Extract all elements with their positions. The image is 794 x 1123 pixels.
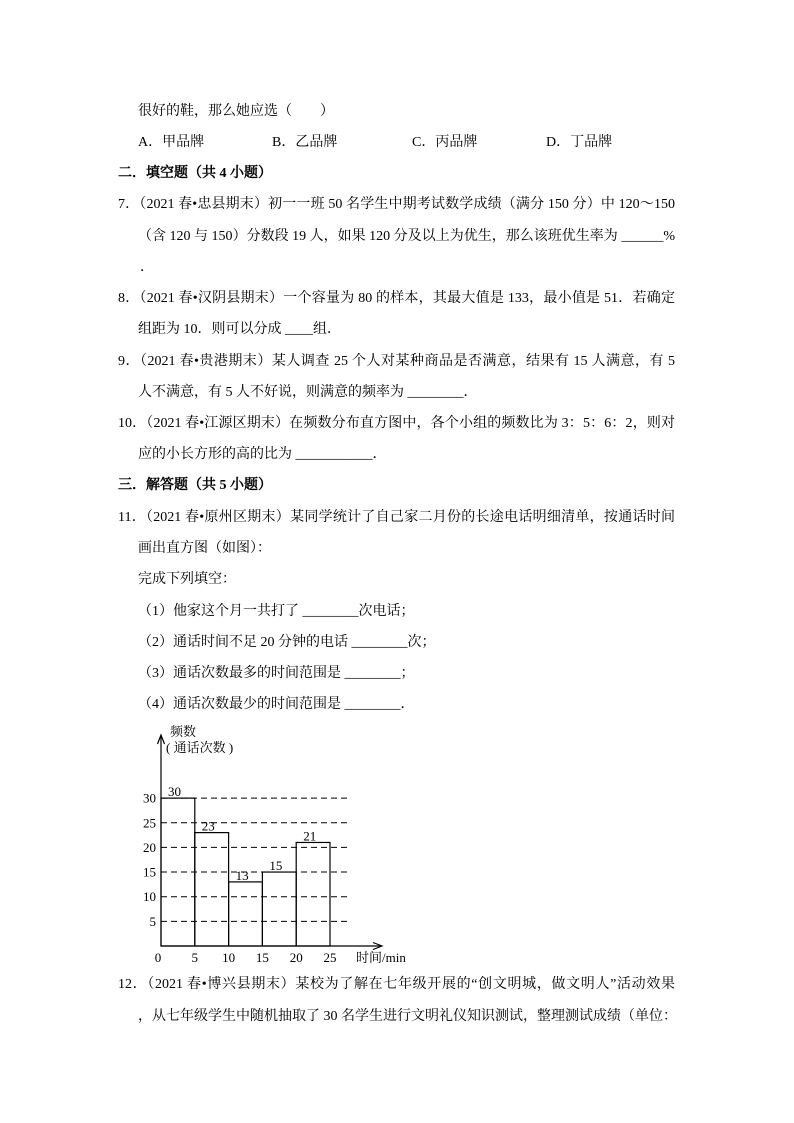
bar-value-label: 13	[235, 867, 249, 883]
question-11-item-2: （2）通话时间不足 20 分钟的电话 ________次；	[138, 635, 436, 650]
x-tick-label: 15	[255, 950, 269, 965]
option-d: D．丁品牌	[546, 135, 613, 150]
y-tick-label: 30	[143, 790, 156, 806]
question-9-line-1: 9．（2021 春•贵港期末）某人调查 25 个人对某种商品是否满意，结果有 15 人满意，有 5	[118, 354, 675, 369]
option-b: B．乙品牌	[272, 135, 338, 150]
x-axis-title: 时间/min	[356, 950, 406, 965]
section-title-answer: 三．解答题（共 5 小题）	[118, 478, 272, 493]
question-12-line-2: ，从七年级学生中随机抽取了 30 名学生进行文明礼仪知识测试，整理测试成绩（单位：	[138, 1009, 677, 1024]
question-7-line-3: ．	[140, 260, 154, 275]
y-axis-title: 频数	[170, 724, 197, 739]
question-11-item-3: （3）通话次数最多的时间范围是 ________；	[138, 666, 415, 681]
y-axis-subtitle: ( 通话次数 )	[166, 740, 234, 755]
question-7-line-1: 7．（2021 春•忠县期末）初一一班 50 名学生中期考试数学成绩（满分 150 分）中 120～150	[118, 197, 675, 212]
option-c: C．丙品牌	[412, 135, 478, 150]
question-9-line-2: 人不满意，有 5 人不好说，则满意的频率为 ________．	[138, 385, 478, 400]
question-10-line-1: 10．（2021 春•江源区期末）在频数分布直方图中，各个小组的频数比为 3：5：6：2，则对	[118, 416, 675, 431]
histogram-bar	[262, 872, 296, 946]
y-tick-label: 10	[143, 889, 156, 905]
option-a: A．甲品牌	[138, 135, 205, 150]
gridlines	[161, 798, 347, 921]
x-tick-label: 10	[222, 950, 236, 965]
y-tick-label: 20	[143, 839, 156, 855]
bar-value-labels	[168, 784, 316, 883]
x-tick-label: 5	[191, 950, 199, 965]
bar-value-label: 21	[303, 828, 317, 844]
histogram-bar	[195, 833, 229, 946]
question-11-item-4: （4）通话次数最少的时间范围是 ________．	[138, 697, 415, 712]
question-8-line-1: 8．（2021 春•汉阴县期末）一个容量为 80 的样本，其最大值是 133，最小值是 51．若确定	[118, 291, 675, 306]
section-title-fill-in: 二．填空题（共 4 小题）	[118, 166, 272, 181]
y-tick-label: 5	[149, 913, 156, 929]
x-tick-label: 25	[323, 950, 337, 965]
y-tick-label: 15	[143, 864, 156, 880]
histogram-bar	[296, 842, 330, 946]
call-duration-histogram	[128, 718, 420, 974]
x-tick-label: 20	[289, 950, 303, 965]
question-11-instruction: 完成下列填空：	[138, 572, 236, 587]
question-6-continuation: 很好的鞋，那么她应选（ ）	[138, 104, 334, 119]
bar-value-label: 23	[201, 818, 215, 834]
question-11-line-1: 11．（2021 春•原州区期末）某同学统计了自己家二月份的长途电话明细清单，按通话时间	[118, 510, 675, 525]
question-11-item-1: （1）他家这个月一共打了 ________次电话；	[138, 604, 415, 619]
x-tick-label: 0	[154, 950, 162, 965]
bar-value-label: 30	[168, 784, 181, 800]
y-tick-label: 25	[143, 815, 156, 831]
question-7-line-2: （含 120 与 150）分数段 19 人，如果 120 分及以上为优生，那么该班优生率为 ______%	[138, 229, 675, 244]
question-8-line-2: 组距为 10．则可以分成 ____组．	[138, 322, 341, 337]
bar-value-label: 15	[269, 858, 283, 874]
question-10-line-2: 应的小长方形的高的比为 ___________．	[138, 447, 387, 462]
question-11-line-2: 画出直方图（如图）：	[138, 541, 271, 556]
question-12-line-1: 12．（2021 春•博兴县期末）某校为了解在七年级开展的“创文明城，做文明人”活动效果	[118, 977, 675, 992]
histogram-bar	[229, 882, 263, 946]
